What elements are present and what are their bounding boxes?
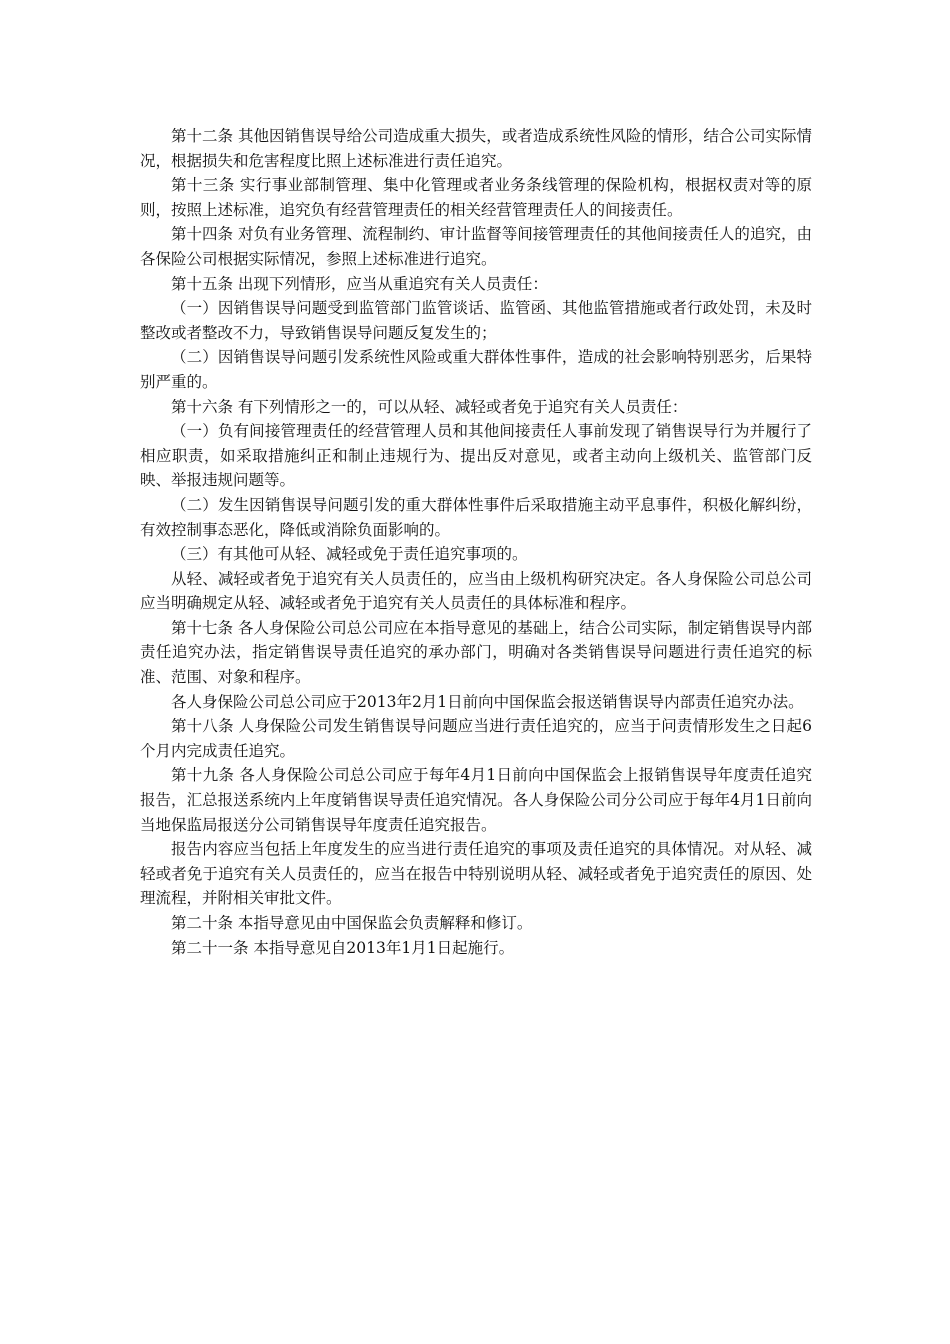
article-19-paragraph: 第十九条 各人身保险公司总公司应于每年4月1日前向中国保监会上报销售误导年度责任追究报告，汇总报送系统内上年度销售误导责任追究情况。各人身保险公司分公司应于每年4月1日前向当地保监局报送分公司销售误导年度责任追究报告。 (140, 766, 812, 834)
article-17-deadline-paragraph: 各人身保险公司总公司应于2013年2月1日前向中国保监会报送销售误导内部责任追究办法。 (171, 692, 804, 711)
article-12-paragraph: 第十二条 其他因销售误导给公司造成重大损失，或者造成系统性风险的情形，结合公司实际情况，根据损失和危害程度比照上述标准进行责任追究。 (140, 127, 812, 170)
document-body (140, 124, 812, 960)
article-16-paragraph: 第十六条 有下列情形之一的，可以从轻、减轻或者免于追究有关人员责任： (171, 397, 688, 416)
article-15-item-2: （二）因销售误导问题引发系统性风险或重大群体性事件，造成的社会影响特别恶劣，后果特别严重的。 (140, 348, 812, 391)
article-16-item-1: （一）负有间接管理责任的经营管理人员和其他间接责任人事前发现了销售误导行为并履行了相应职责，如采取措施纠正和制止违规行为、提出反对意见，或者主动向上级机关、监管部门反映、举报违规问题等。 (140, 422, 812, 490)
article-13-paragraph: 第十三条 实行事业部制管理、集中化管理或者业务条线管理的保险机构，根据权责对等的原则，按照上述标准，追究负有经营管理责任的相关经营管理责任人的间接责任。 (140, 176, 812, 219)
article-15-paragraph: 第十五条 出现下列情形，应当从重追究有关人员责任： (171, 274, 548, 293)
article-19-report-paragraph: 报告内容应当包括上年度发生的应当进行责任追究的事项及责任追究的具体情况。对从轻、减轻或者免于追究有关人员责任的，应当在报告中特别说明从轻、减轻或者免于追究责任的原因、处理流程，并附相关审批文件。 (140, 840, 812, 908)
article-17-paragraph: 第十七条 各人身保险公司总公司应在本指导意见的基础上，结合公司实际，制定销售误导内部责任追究办法，指定销售误导责任追究的承办部门，明确对各类销售误导问题进行责任追究的标准、范围、对象和程序。 (140, 618, 812, 687)
article-21-paragraph: 第二十一条 本指导意见自2013年1月1日起施行。 (171, 938, 515, 957)
article-16-item-2: （二）发生因销售误导问题引发的重大群体性事件后采取措施主动平息事件，积极化解纠纷，有效控制事态恶化，降低或消除负面影响的。 (140, 495, 812, 539)
article-14-paragraph: 第十四条 对负有业务管理、流程制约、审计监督等间接管理责任的其他间接责任人的追究，由各保险公司根据实际情况，参照上述标准进行追究。 (140, 225, 812, 268)
article-20-paragraph: 第二十条 本指导意见由中国保监会负责解释和修订。 (171, 914, 533, 932)
article-18-paragraph: 第十八条 人身保险公司发生销售误导问题应当进行责任追究的，应当于问责情形发生之日起6个月内完成责任追究。 (140, 717, 812, 760)
article-16-item-3: （三）有其他可从轻、减轻或免于责任追究事项的。 (171, 545, 528, 564)
article-15-item-1: （一）因销售误导问题受到监管部门监管谈话、监管函、其他监管措施或者行政处罚，未及时整改或者整改不力，导致销售误导问题反复发生的； (140, 299, 812, 342)
article-16-note-paragraph: 从轻、减轻或者免于追究有关人员责任的，应当由上级机构研究决定。各人身保险公司总公司应当明确规定从轻、减轻或者免于追究有关人员责任的具体标准和程序。 (140, 569, 812, 613)
